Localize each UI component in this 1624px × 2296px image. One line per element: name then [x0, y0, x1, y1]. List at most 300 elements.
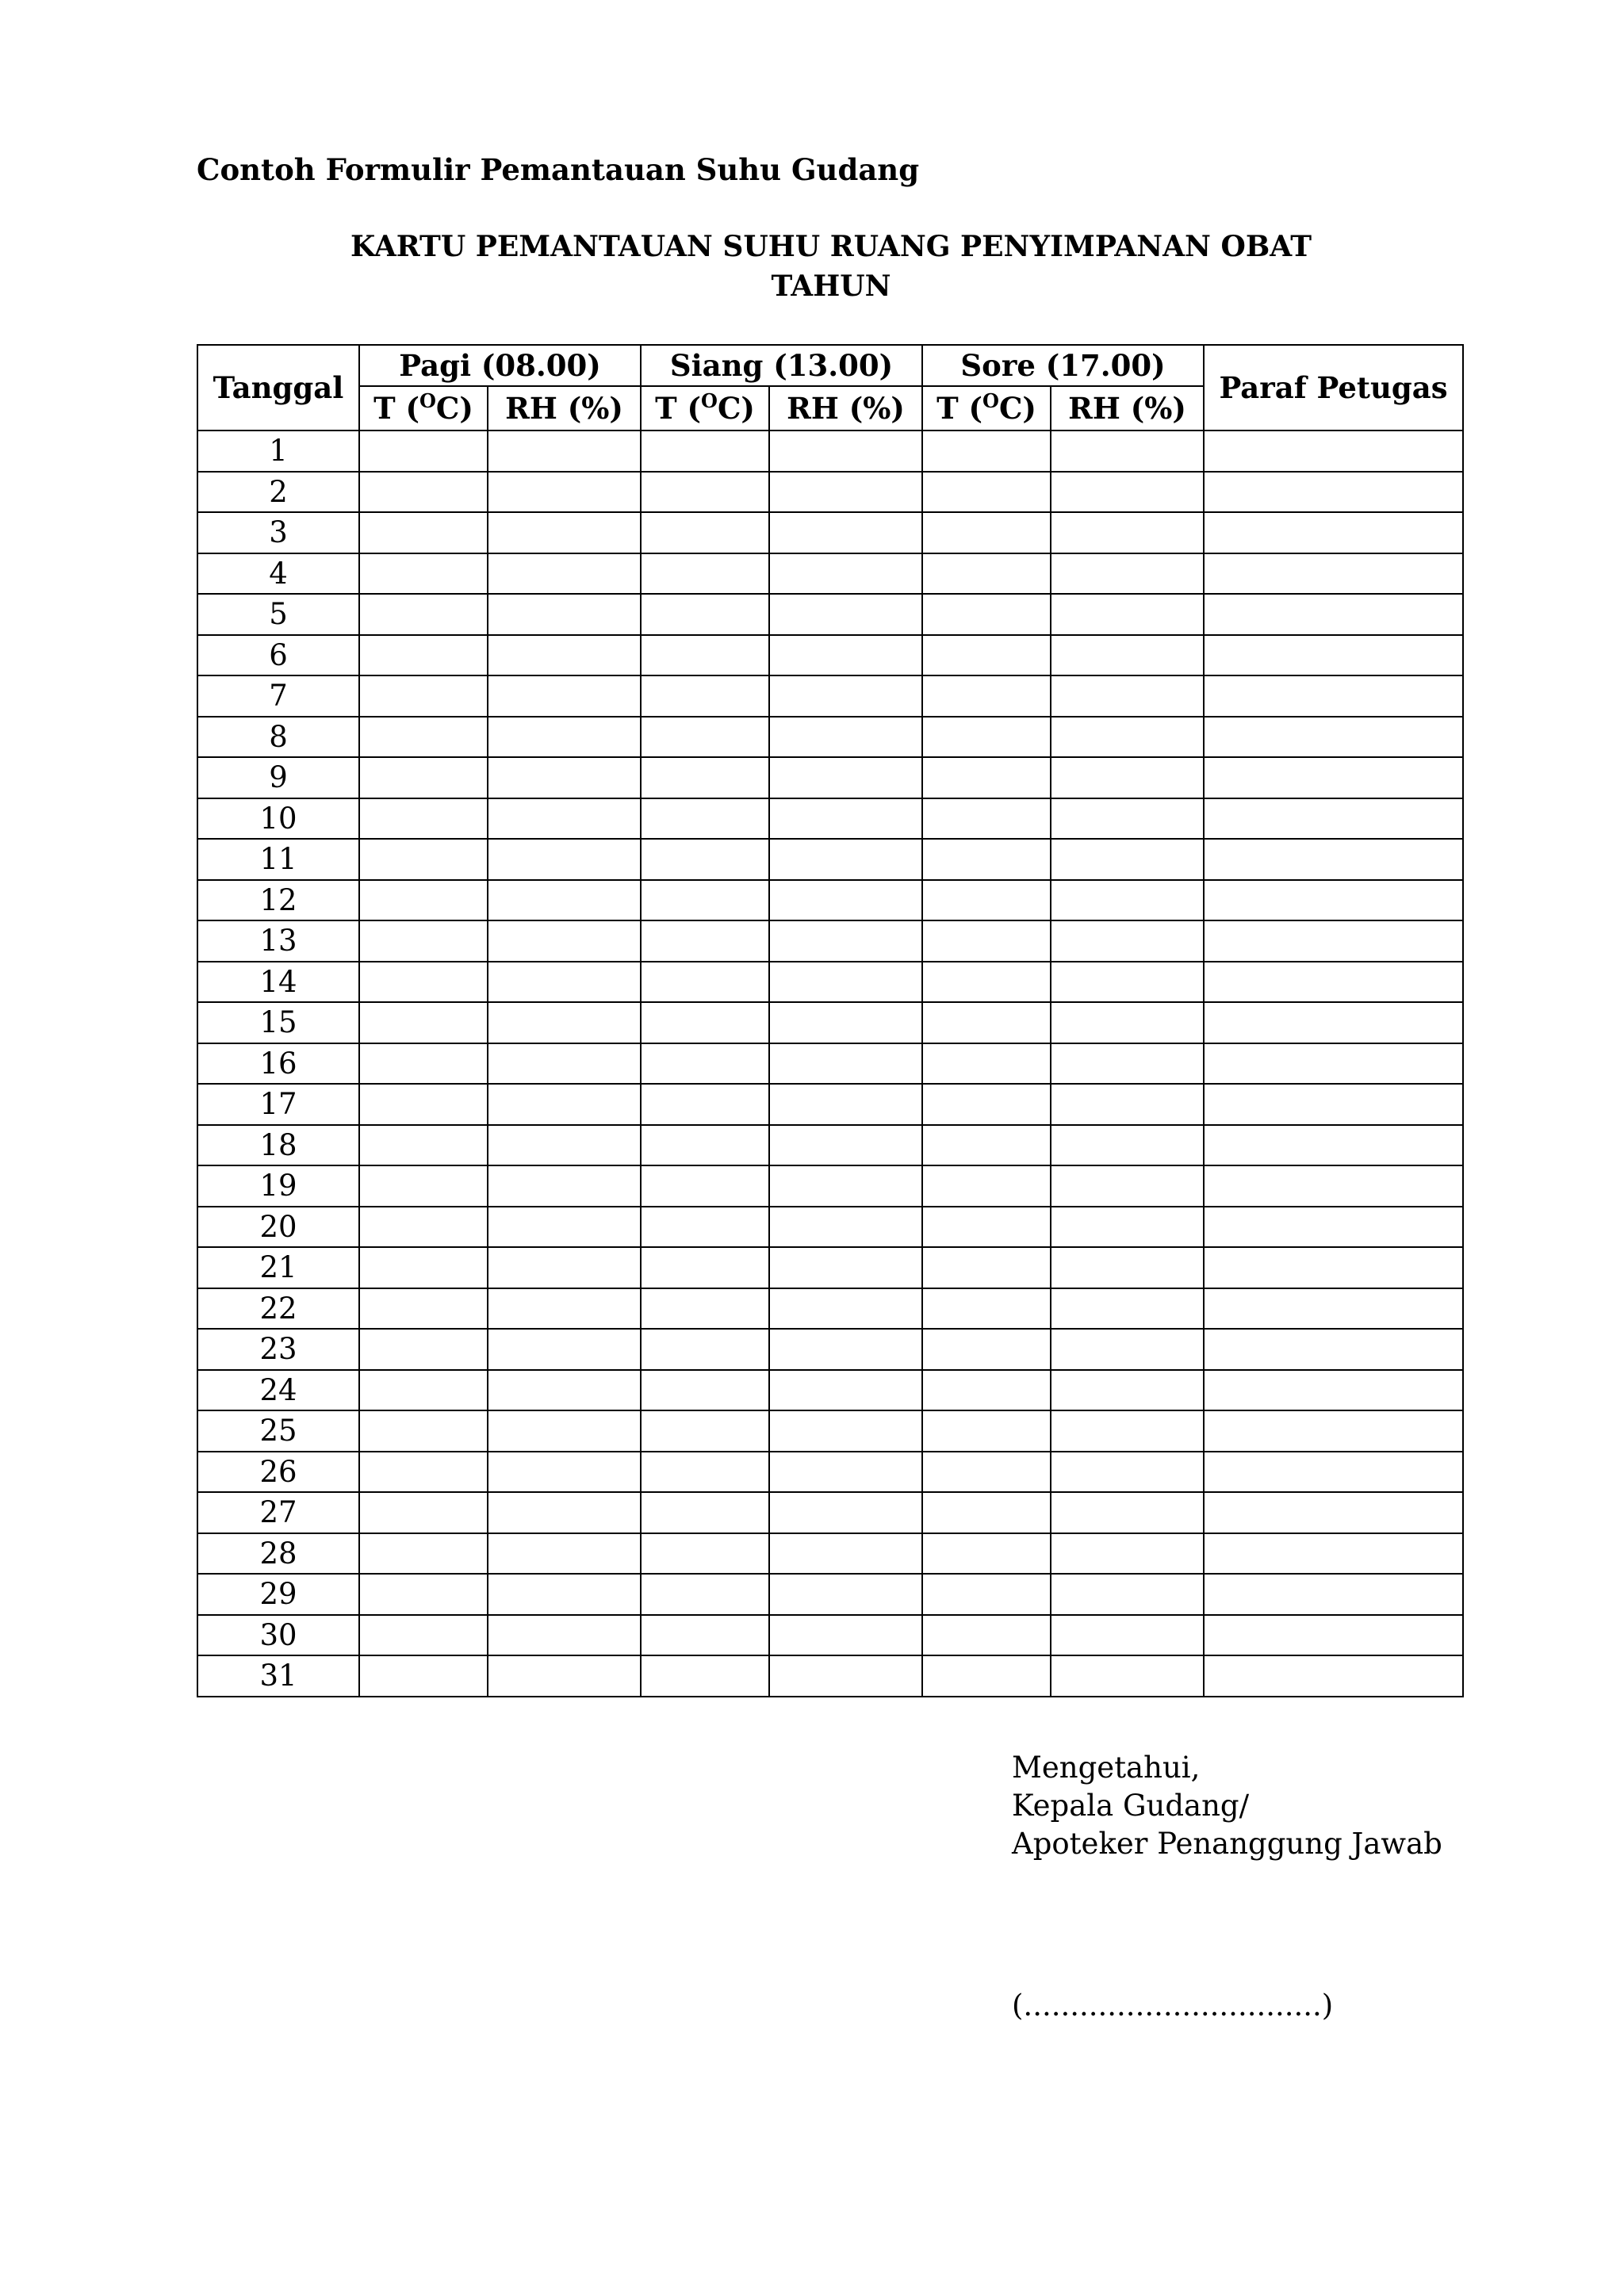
temperature-cell[interactable] — [922, 1002, 1051, 1043]
signature-cell[interactable] — [1204, 1410, 1463, 1452]
date-cell: 29 — [197, 1574, 359, 1615]
signature-cell[interactable] — [1204, 1370, 1463, 1411]
humidity-cell[interactable] — [769, 430, 922, 472]
signature-cell[interactable] — [1204, 1655, 1463, 1697]
signature-cell[interactable] — [1204, 1615, 1463, 1656]
humidity-cell[interactable] — [769, 1125, 922, 1166]
temperature-cell[interactable] — [641, 757, 769, 798]
temperature-cell[interactable] — [641, 1574, 769, 1615]
temperature-cell[interactable] — [359, 717, 488, 758]
temperature-cell[interactable] — [922, 1165, 1051, 1207]
humidity-cell[interactable] — [488, 430, 641, 472]
humidity-cell[interactable] — [769, 962, 922, 1003]
temperature-cell[interactable] — [359, 1574, 488, 1615]
humidity-cell[interactable] — [1051, 512, 1204, 553]
date-cell: 3 — [197, 512, 359, 553]
temperature-cell[interactable] — [641, 1288, 769, 1330]
date-cell: 11 — [197, 839, 359, 880]
table-row — [197, 1247, 1463, 1288]
table-row — [197, 1084, 1463, 1125]
temperature-cell[interactable] — [359, 553, 488, 595]
temperature-cell[interactable] — [359, 1370, 488, 1411]
humidity-cell[interactable] — [488, 880, 641, 921]
humidity-cell[interactable] — [769, 1492, 922, 1533]
signature-cell[interactable] — [1204, 430, 1463, 472]
humidity-cell[interactable] — [769, 880, 922, 921]
temperature-cell[interactable] — [922, 798, 1051, 840]
date-cell: 7 — [197, 675, 359, 717]
temperature-cell[interactable] — [641, 1492, 769, 1533]
temperature-cell[interactable] — [359, 1125, 488, 1166]
temperature-cell[interactable] — [922, 1043, 1051, 1085]
temperature-cell[interactable] — [359, 635, 488, 676]
humidity-cell[interactable] — [488, 1574, 641, 1615]
humidity-cell[interactable] — [769, 1288, 922, 1330]
temperature-cell[interactable] — [359, 1452, 488, 1493]
signature-cell[interactable] — [1204, 472, 1463, 513]
signature-cell[interactable] — [1204, 1329, 1463, 1370]
table-row — [197, 675, 1463, 717]
humidity-cell[interactable] — [769, 1410, 922, 1452]
humidity-cell[interactable] — [1051, 675, 1204, 717]
humidity-cell[interactable] — [488, 1043, 641, 1085]
temperature-cell[interactable] — [922, 757, 1051, 798]
humidity-cell[interactable] — [488, 1207, 641, 1248]
temperature-cell[interactable] — [359, 1410, 488, 1452]
humidity-cell[interactable] — [1051, 717, 1204, 758]
humidity-cell[interactable] — [488, 717, 641, 758]
temperature-cell[interactable] — [922, 1492, 1051, 1533]
humidity-cell[interactable] — [488, 1002, 641, 1043]
humidity-cell[interactable] — [488, 1165, 641, 1207]
temperature-cell[interactable] — [922, 962, 1051, 1003]
date-cell: 25 — [197, 1410, 359, 1452]
humidity-header: RH (%) — [488, 386, 641, 430]
signature-cell[interactable] — [1204, 717, 1463, 758]
temperature-cell[interactable] — [922, 1125, 1051, 1166]
temperature-cell[interactable] — [922, 1410, 1051, 1452]
temperature-cell[interactable] — [922, 553, 1051, 595]
temperature-cell[interactable] — [922, 1533, 1051, 1575]
session-header-noon: Siang (13.00) — [641, 345, 922, 386]
date-cell: 31 — [197, 1655, 359, 1697]
signature-cell[interactable] — [1204, 757, 1463, 798]
temperature-cell[interactable] — [359, 675, 488, 717]
humidity-cell[interactable] — [1051, 1655, 1204, 1697]
date-cell: 18 — [197, 1125, 359, 1166]
humidity-cell[interactable] — [769, 1452, 922, 1493]
temperature-cell[interactable] — [359, 1288, 488, 1330]
temperature-cell[interactable] — [359, 920, 488, 962]
humidity-cell[interactable] — [769, 1207, 922, 1248]
temperature-cell[interactable] — [359, 1615, 488, 1656]
humidity-cell[interactable] — [769, 594, 922, 635]
humidity-cell[interactable] — [1051, 1370, 1204, 1411]
temperature-cell[interactable] — [922, 1247, 1051, 1288]
humidity-cell[interactable] — [769, 1370, 922, 1411]
temperature-cell[interactable] — [641, 1329, 769, 1370]
temperature-cell[interactable] — [641, 594, 769, 635]
temperature-cell[interactable] — [641, 472, 769, 513]
table-row — [197, 1329, 1463, 1370]
table-row — [197, 472, 1463, 513]
date-cell: 9 — [197, 757, 359, 798]
table-row — [197, 1288, 1463, 1330]
temperature-cell[interactable] — [359, 798, 488, 840]
temperature-cell[interactable] — [641, 430, 769, 472]
temperature-cell[interactable] — [922, 1615, 1051, 1656]
signature-cell[interactable] — [1204, 920, 1463, 962]
humidity-cell[interactable] — [1051, 1288, 1204, 1330]
date-cell: 1 — [197, 430, 359, 472]
temperature-cell[interactable] — [641, 1370, 769, 1411]
humidity-cell[interactable] — [769, 1165, 922, 1207]
temperature-cell[interactable] — [922, 1288, 1051, 1330]
temperature-cell[interactable] — [641, 1002, 769, 1043]
temperature-cell[interactable] — [922, 675, 1051, 717]
table-row — [197, 1410, 1463, 1452]
table-row — [197, 635, 1463, 676]
humidity-cell[interactable] — [1051, 1615, 1204, 1656]
signature-cell[interactable] — [1204, 1492, 1463, 1533]
date-cell: 5 — [197, 594, 359, 635]
temperature-cell[interactable] — [922, 472, 1051, 513]
table-row — [197, 1655, 1463, 1697]
humidity-cell[interactable] — [1051, 553, 1204, 595]
humidity-cell[interactable] — [1051, 430, 1204, 472]
temperature-cell[interactable] — [922, 430, 1051, 472]
signature-cell[interactable] — [1204, 1002, 1463, 1043]
humidity-cell[interactable] — [1051, 1125, 1204, 1166]
table-row — [197, 1533, 1463, 1575]
humidity-cell[interactable] — [488, 1410, 641, 1452]
humidity-cell[interactable] — [488, 1492, 641, 1533]
signature-cell[interactable] — [1204, 1084, 1463, 1125]
temperature-header: T ($^O$C) — [922, 386, 1051, 430]
temperature-cell[interactable] — [359, 594, 488, 635]
table-row — [197, 594, 1463, 635]
date-cell: 15 — [197, 1002, 359, 1043]
humidity-cell[interactable] — [769, 1533, 922, 1575]
humidity-cell[interactable] — [769, 920, 922, 962]
session-header-afternoon: Sore (17.00) — [922, 345, 1204, 386]
date-cell: 28 — [197, 1533, 359, 1575]
temperature-cell[interactable] — [641, 717, 769, 758]
temperature-cell[interactable] — [359, 1043, 488, 1085]
signature-cell[interactable] — [1204, 1533, 1463, 1575]
signature-cell[interactable] — [1204, 1288, 1463, 1330]
table-row — [197, 962, 1463, 1003]
date-cell: 14 — [197, 962, 359, 1003]
humidity-cell[interactable] — [1051, 920, 1204, 962]
temperature-cell[interactable] — [641, 1247, 769, 1288]
date-cell: 16 — [197, 1043, 359, 1085]
signature-name-placeholder: (................................) — [1012, 1988, 1334, 2022]
humidity-cell[interactable] — [769, 1247, 922, 1288]
humidity-cell[interactable] — [488, 1533, 641, 1575]
table-row — [197, 512, 1463, 553]
date-cell: 24 — [197, 1370, 359, 1411]
temperature-cell[interactable] — [359, 1247, 488, 1288]
humidity-cell[interactable] — [488, 594, 641, 635]
date-cell: 19 — [197, 1165, 359, 1207]
table-row — [197, 1207, 1463, 1248]
humidity-cell[interactable] — [1051, 1043, 1204, 1085]
temperature-cell[interactable] — [359, 1207, 488, 1248]
signature-cell[interactable] — [1204, 1574, 1463, 1615]
temperature-cell[interactable] — [359, 839, 488, 880]
approval-line-acknowledged: Mengetahui, — [1012, 1751, 1201, 1785]
humidity-cell[interactable] — [1051, 1207, 1204, 1248]
approval-line-warehouse-head: Kepala Gudang/ — [1012, 1789, 1250, 1823]
form-caption: Contoh Formulir Pemantauan Suhu Gudang — [197, 152, 920, 187]
temperature-cell[interactable] — [641, 1615, 769, 1656]
signature-column-header: Paraf Petugas — [1204, 345, 1463, 430]
humidity-cell[interactable] — [488, 1452, 641, 1493]
temperature-cell[interactable] — [359, 757, 488, 798]
temperature-cell[interactable] — [641, 512, 769, 553]
temperature-cell[interactable] — [922, 594, 1051, 635]
temperature-cell[interactable] — [359, 430, 488, 472]
approval-line-pharmacist: Apoteker Penanggung Jawab — [1012, 1827, 1442, 1861]
temperature-cell[interactable] — [922, 1574, 1051, 1615]
table-row — [197, 839, 1463, 880]
table-row — [197, 798, 1463, 840]
temperature-header: T ($^O$C) — [641, 386, 769, 430]
humidity-cell[interactable] — [488, 962, 641, 1003]
temperature-cell[interactable] — [641, 1533, 769, 1575]
temperature-cell[interactable] — [641, 1084, 769, 1125]
temperature-cell[interactable] — [641, 1410, 769, 1452]
signature-cell[interactable] — [1204, 1043, 1463, 1085]
humidity-cell[interactable] — [769, 1574, 922, 1615]
humidity-header: RH (%) — [769, 386, 922, 430]
humidity-cell[interactable] — [1051, 962, 1204, 1003]
table-row — [197, 880, 1463, 921]
humidity-header: RH (%) — [1051, 386, 1204, 430]
temperature-cell[interactable] — [359, 1329, 488, 1370]
table-row — [197, 920, 1463, 962]
humidity-cell[interactable] — [769, 1655, 922, 1697]
humidity-cell[interactable] — [488, 675, 641, 717]
temperature-cell[interactable] — [922, 880, 1051, 921]
signature-cell[interactable] — [1204, 1125, 1463, 1166]
humidity-cell[interactable] — [769, 839, 922, 880]
humidity-cell[interactable] — [488, 472, 641, 513]
temperature-cell[interactable] — [922, 920, 1051, 962]
date-cell: 22 — [197, 1288, 359, 1330]
table-row — [197, 1492, 1463, 1533]
table-row — [197, 1125, 1463, 1166]
date-cell: 21 — [197, 1247, 359, 1288]
humidity-cell[interactable] — [488, 1655, 641, 1697]
temperature-cell[interactable] — [922, 635, 1051, 676]
signature-cell[interactable] — [1204, 512, 1463, 553]
humidity-cell[interactable] — [488, 798, 641, 840]
signature-cell[interactable] — [1204, 798, 1463, 840]
humidity-cell[interactable] — [1051, 635, 1204, 676]
session-header-morning: Pagi (08.00) — [359, 345, 641, 386]
table-row — [197, 1165, 1463, 1207]
signature-cell[interactable] — [1204, 1452, 1463, 1493]
table-row — [197, 717, 1463, 758]
table-body — [197, 430, 1463, 1697]
date-cell: 10 — [197, 798, 359, 840]
temperature-cell[interactable] — [922, 1452, 1051, 1493]
humidity-cell[interactable] — [1051, 798, 1204, 840]
date-cell: 30 — [197, 1615, 359, 1656]
signature-cell[interactable] — [1204, 1207, 1463, 1248]
card-title: KARTU PEMANTAUAN SUHU RUANG PENYIMPANAN OBAT — [350, 230, 1312, 263]
date-cell: 2 — [197, 472, 359, 513]
humidity-cell[interactable] — [1051, 1492, 1204, 1533]
temperature-cell[interactable] — [922, 1207, 1051, 1248]
date-cell: 6 — [197, 635, 359, 676]
temperature-cell[interactable] — [922, 1370, 1051, 1411]
humidity-cell[interactable] — [488, 1370, 641, 1411]
humidity-cell[interactable] — [1051, 472, 1204, 513]
humidity-cell[interactable] — [769, 553, 922, 595]
humidity-cell[interactable] — [488, 920, 641, 962]
humidity-cell[interactable] — [769, 1043, 922, 1085]
table-row — [197, 553, 1463, 595]
date-cell: 12 — [197, 880, 359, 921]
humidity-cell[interactable] — [488, 757, 641, 798]
temperature-cell[interactable] — [641, 1165, 769, 1207]
humidity-cell[interactable] — [488, 1125, 641, 1166]
humidity-cell[interactable] — [1051, 1574, 1204, 1615]
signature-cell[interactable] — [1204, 839, 1463, 880]
humidity-cell[interactable] — [488, 635, 641, 676]
humidity-cell[interactable] — [1051, 880, 1204, 921]
table-row — [197, 1043, 1463, 1085]
date-cell: 26 — [197, 1452, 359, 1493]
humidity-cell[interactable] — [488, 1288, 641, 1330]
temperature-cell[interactable] — [359, 472, 488, 513]
temperature-cell[interactable] — [641, 798, 769, 840]
temperature-cell[interactable] — [641, 1655, 769, 1697]
date-cell: 13 — [197, 920, 359, 962]
temperature-cell[interactable] — [641, 1207, 769, 1248]
date-cell: 27 — [197, 1492, 359, 1533]
temperature-cell[interactable] — [641, 839, 769, 880]
table-row — [197, 1574, 1463, 1615]
humidity-cell[interactable] — [769, 675, 922, 717]
temperature-cell[interactable] — [641, 962, 769, 1003]
humidity-cell[interactable] — [769, 472, 922, 513]
temperature-cell[interactable] — [359, 1165, 488, 1207]
humidity-cell[interactable] — [1051, 1410, 1204, 1452]
humidity-cell[interactable] — [769, 757, 922, 798]
temperature-cell[interactable] — [359, 880, 488, 921]
table-row — [197, 1452, 1463, 1493]
approval-block — [1012, 1749, 1442, 1863]
temperature-cell[interactable] — [922, 1655, 1051, 1697]
humidity-cell[interactable] — [1051, 1329, 1204, 1370]
humidity-cell[interactable] — [1051, 1452, 1204, 1493]
table-header-row — [197, 345, 1463, 386]
humidity-cell[interactable] — [1051, 1247, 1204, 1288]
signature-cell[interactable] — [1204, 1247, 1463, 1288]
humidity-cell[interactable] — [1051, 1084, 1204, 1125]
temperature-cell[interactable] — [922, 1329, 1051, 1370]
temperature-cell[interactable] — [359, 1655, 488, 1697]
temperature-cell[interactable] — [359, 512, 488, 553]
table-row — [197, 1615, 1463, 1656]
humidity-cell[interactable] — [1051, 1002, 1204, 1043]
date-cell: 23 — [197, 1329, 359, 1370]
signature-cell[interactable] — [1204, 553, 1463, 595]
humidity-cell[interactable] — [1051, 839, 1204, 880]
humidity-cell[interactable] — [1051, 757, 1204, 798]
temperature-cell[interactable] — [641, 635, 769, 676]
humidity-cell[interactable] — [769, 512, 922, 553]
humidity-cell[interactable] — [1051, 594, 1204, 635]
signature-cell[interactable] — [1204, 594, 1463, 635]
temperature-cell[interactable] — [922, 512, 1051, 553]
table-row — [197, 1370, 1463, 1411]
temperature-cell[interactable] — [641, 675, 769, 717]
humidity-cell[interactable] — [769, 1084, 922, 1125]
humidity-cell[interactable] — [769, 635, 922, 676]
humidity-cell[interactable] — [488, 839, 641, 880]
signature-cell[interactable] — [1204, 962, 1463, 1003]
humidity-cell[interactable] — [769, 798, 922, 840]
humidity-cell[interactable] — [488, 1329, 641, 1370]
card-title-year: TAHUN — [771, 270, 891, 303]
signature-cell[interactable] — [1204, 880, 1463, 921]
date-cell: 8 — [197, 717, 359, 758]
humidity-cell[interactable] — [769, 1329, 922, 1370]
table-row — [197, 1002, 1463, 1043]
temperature-cell[interactable] — [641, 1452, 769, 1493]
temperature-cell[interactable] — [359, 1492, 488, 1533]
temperature-cell[interactable] — [641, 1043, 769, 1085]
signature-cell[interactable] — [1204, 675, 1463, 717]
date-column-header: Tanggal — [197, 345, 359, 430]
table-row — [197, 430, 1463, 472]
date-cell: 4 — [197, 553, 359, 595]
humidity-cell[interactable] — [1051, 1533, 1204, 1575]
temperature-cell[interactable] — [922, 839, 1051, 880]
temperature-cell[interactable] — [359, 962, 488, 1003]
date-cell: 20 — [197, 1207, 359, 1248]
temperature-cell[interactable] — [641, 920, 769, 962]
table-row — [197, 757, 1463, 798]
date-cell: 17 — [197, 1084, 359, 1125]
signature-cell[interactable] — [1204, 635, 1463, 676]
temperature-cell[interactable] — [922, 717, 1051, 758]
temperature-cell[interactable] — [641, 880, 769, 921]
humidity-cell[interactable] — [488, 1615, 641, 1656]
humidity-cell[interactable] — [769, 1002, 922, 1043]
temperature-cell[interactable] — [641, 1125, 769, 1166]
humidity-cell[interactable] — [488, 1247, 641, 1288]
temperature-cell[interactable] — [359, 1084, 488, 1125]
temperature-cell[interactable] — [359, 1002, 488, 1043]
temperature-cell[interactable] — [641, 553, 769, 595]
humidity-cell[interactable] — [769, 717, 922, 758]
temperature-cell[interactable] — [359, 1533, 488, 1575]
humidity-cell[interactable] — [1051, 1165, 1204, 1207]
humidity-cell[interactable] — [488, 553, 641, 595]
humidity-cell[interactable] — [488, 1084, 641, 1125]
temperature-cell[interactable] — [922, 1084, 1051, 1125]
humidity-cell[interactable] — [769, 1615, 922, 1656]
signature-cell[interactable] — [1204, 1165, 1463, 1207]
humidity-cell[interactable] — [488, 512, 641, 553]
temperature-monitoring-table — [197, 344, 1464, 1697]
